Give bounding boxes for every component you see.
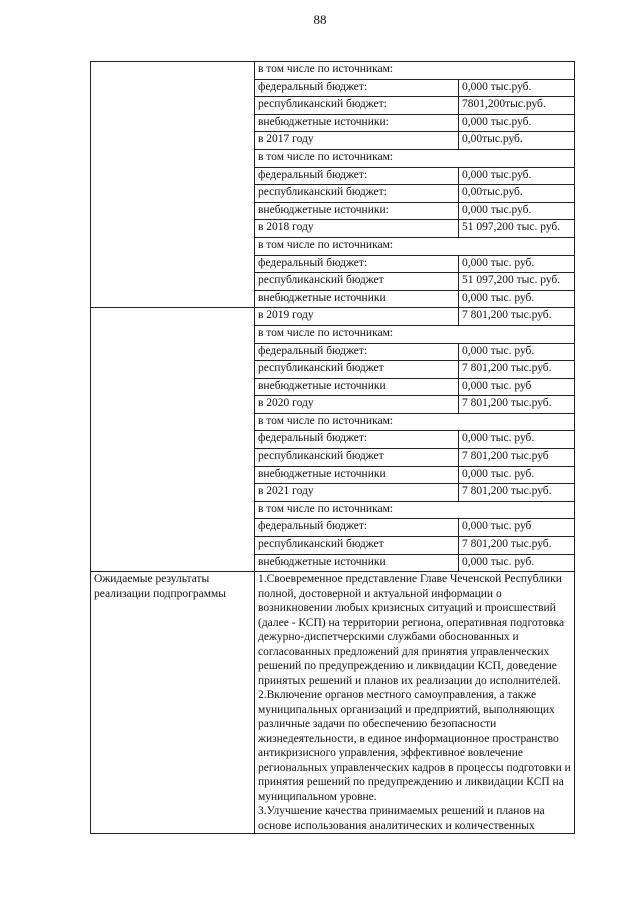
result-paragraph: 3.Улучшение качества принимаемых решений и планов на основе использования аналитических и количественных [258,805,545,832]
result-paragraph: 2.Включение органов местного самоуправления, а также муниципальных организаций и предприятий, выполняющих различные задачи по обеспечению безопасности жизнедеятельности, в единое информационное пространство антикризисного управления, эффективное вовлечение региональных управленческих кадров в процессы подготовки и принятия решений по предупреждению и ликвидации КСП на муниципальном уровне. [258,689,571,803]
funding-label: республиканский бюджет: [255,185,459,203]
funding-label: федеральный бюджет: [255,343,459,361]
left-empty-cell [91,62,255,308]
funding-value: 0,000 тыс. руб [459,519,575,537]
funding-value: 7 801,200 тыс.руб. [459,484,575,502]
funding-value: 0,000 тыс. руб. [459,290,575,308]
funding-label: в 2018 году [255,220,459,238]
funding-label: республиканский бюджет [255,449,459,467]
funding-value: 7 801,200 тыс.руб [459,449,575,467]
funding-value: 0,000 тыс.руб. [459,114,575,132]
funding-label: федеральный бюджет: [255,167,459,185]
sources-header: в том числе по источникам: [255,149,575,167]
sources-header-row [91,62,575,80]
funding-value: 0,00тыс.руб. [459,132,575,150]
funding-label: республиканский бюджет [255,537,459,555]
funding-label: в 2021 году [255,484,459,502]
funding-label: федеральный бюджет: [255,519,459,537]
result-paragraph: 1.Своевременное представление Главе Чеченской Республики полной, достоверной и актуальной информации о возникновении любых кризисных ситуаций и происшествий (далее - КСП) на территории региона, оперативная подготовка дежурно-диспетчерскими службами обоснованных и согласованных предложений для принятия управленческих решений по предупреждению и ликвидации КСП, доведение принятых решений и планов их реализации до исполнителей. [258,573,565,687]
funding-label: федеральный бюджет: [255,431,459,449]
funding-label: внебюджетные источники: [255,202,459,220]
funding-label: республиканский бюджет: [255,97,459,115]
expected-results-row [91,572,575,834]
funding-value: 0,000 тыс. руб. [459,554,575,572]
sources-header: в том числе по источникам: [255,62,575,80]
funding-value: 0,000 тыс.руб. [459,79,575,97]
sources-header: в том числе по источникам: [255,413,575,431]
funding-value: 0,000 тыс. руб [459,378,575,396]
funding-label: внебюджетные источники [255,378,459,396]
funding-label: республиканский бюджет [255,273,459,291]
funding-label: федеральный бюджет: [255,255,459,273]
funding-value: 7 801,200 тыс.руб. [459,361,575,379]
funding-value: 51 097,200 тыс. руб. [459,220,575,238]
program-funding-table [90,61,575,834]
expected-results-label: Ожидаемые результаты реализации подпрограммы [91,572,255,834]
sources-header: в том числе по источникам: [255,237,575,255]
funding-label: федеральный бюджет: [255,79,459,97]
funding-value: 7 801,200 тыс.руб. [459,396,575,414]
funding-value: 7801,200тыс.руб. [459,97,575,115]
sources-header: в том числе по источникам: [255,501,575,519]
funding-label: в 2020 году [255,396,459,414]
funding-value: 7 801,200 тыс.руб. [459,537,575,555]
funding-label: внебюджетные источники: [255,114,459,132]
funding-label: республиканский бюджет [255,361,459,379]
funding-value: 0,000 тыс.руб. [459,202,575,220]
left-empty-cell [91,308,255,572]
funding-value: 0,000 тыс. руб. [459,466,575,484]
funding-table-body [91,62,575,834]
funding-row [91,308,575,326]
sources-header: в том числе по источникам: [255,325,575,343]
funding-value: 0,000 тыс.руб. [459,167,575,185]
funding-label: в 2019 году [255,308,459,326]
funding-label: внебюджетные источники [255,466,459,484]
page-number: 88 [313,12,327,27]
funding-value: 0,000 тыс. руб. [459,255,575,273]
funding-value: 51 097,200 тыс. руб. [459,273,575,291]
funding-label: внебюджетные источники [255,290,459,308]
funding-value: 0,000 тыс. руб. [459,343,575,361]
funding-value: 0,00тыс.руб. [459,185,575,203]
funding-label: внебюджетные источники [255,554,459,572]
funding-value: 0,000 тыс. руб. [459,431,575,449]
expected-results-text [255,572,575,834]
funding-value: 7 801,200 тыс.руб. [459,308,575,326]
funding-label: в 2017 году [255,132,459,150]
